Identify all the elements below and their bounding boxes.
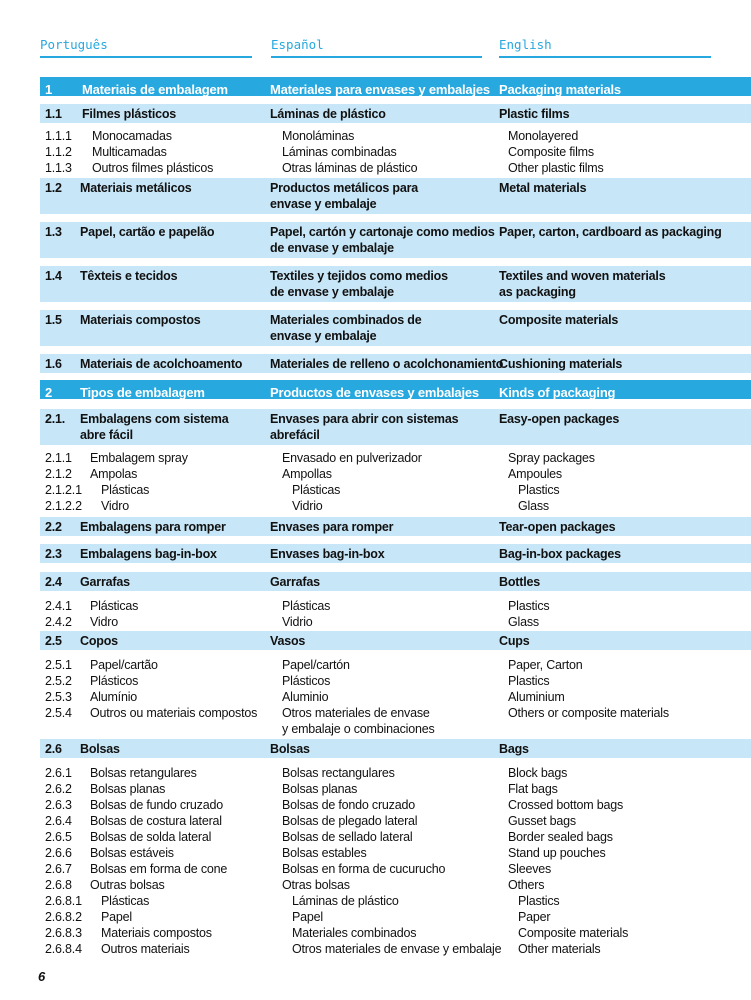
term-portuguese: Embalagens para romper <box>80 520 226 534</box>
entry-number: 2.1. <box>45 412 66 426</box>
term-spanish: Materiales combinados de envase y embalaje <box>270 313 422 343</box>
entry-number: 1 <box>45 82 53 97</box>
table-row <box>0 907 751 923</box>
subsection-header-row <box>40 222 751 258</box>
term-portuguese: Outros materiais <box>101 942 190 956</box>
term-portuguese: Materiais compostos <box>101 926 212 940</box>
table-row <box>0 875 751 891</box>
entry-number: 1.6 <box>45 357 62 371</box>
entry-number: 1.2 <box>45 181 62 195</box>
term-portuguese: Papel, cartão e papelão <box>80 225 215 239</box>
term-spanish: Papel/cartón <box>282 658 350 672</box>
term-portuguese: Plásticas <box>101 894 150 908</box>
subsection-header-row <box>40 544 751 563</box>
term-spanish: Bolsas estables <box>282 846 367 860</box>
table-row <box>0 655 751 671</box>
term-english: Paper, carton, cardboard as packaging <box>499 225 722 239</box>
term-english: Flat bags <box>508 782 558 796</box>
term-portuguese: Bolsas estáveis <box>90 846 174 860</box>
table-row <box>0 859 751 875</box>
entry-number: 2.6.5 <box>45 830 72 844</box>
term-english: Kinds of packaging <box>499 385 616 400</box>
entry-number: 2.6.3 <box>45 798 72 812</box>
term-english: Other plastic films <box>508 161 604 175</box>
entry-number: 2.1.1 <box>45 451 72 465</box>
term-spanish: Materiales de relleno o acolchonamiento <box>270 357 504 371</box>
term-portuguese: Monocamadas <box>92 129 172 143</box>
term-english: Easy-open packages <box>499 412 620 426</box>
language-heading-portuguese: Português <box>40 36 252 58</box>
term-english: Stand up pouches <box>508 846 606 860</box>
term-english: Plastics <box>508 674 550 688</box>
entry-number: 2.6.8.3 <box>45 926 82 940</box>
language-heading-english: English <box>499 36 711 58</box>
term-portuguese: Ampolas <box>90 467 138 481</box>
term-portuguese: Tipos de embalagem <box>80 385 205 400</box>
term-english: Paper, Carton <box>508 658 583 672</box>
term-english: Cups <box>499 634 530 648</box>
table-row <box>0 763 751 779</box>
entry-number: 2.6.7 <box>45 862 72 876</box>
entry-number: 2.5 <box>45 634 62 648</box>
term-portuguese: Papel/cartão <box>90 658 158 672</box>
table-row <box>0 671 751 687</box>
entry-number: 2.4.2 <box>45 615 72 629</box>
subsection-header-row <box>40 631 751 650</box>
table-row <box>0 795 751 811</box>
table-row <box>0 687 751 703</box>
term-spanish: Envases para romper <box>270 520 394 534</box>
table-row <box>0 923 751 939</box>
term-portuguese: Bolsas retangulares <box>90 766 197 780</box>
entry-number: 2.6.6 <box>45 846 72 860</box>
term-portuguese: Alumínio <box>90 690 138 704</box>
term-spanish: Bolsas de fondo cruzado <box>282 798 415 812</box>
term-portuguese: Bolsas em forma de cone <box>90 862 228 876</box>
term-portuguese: Vidro <box>101 499 129 513</box>
entry-number: 2.5.3 <box>45 690 72 704</box>
term-english: Plastics <box>508 599 550 613</box>
term-spanish: Papel, cartón y cartonaje como medios de envase y embalaje <box>270 225 495 255</box>
entry-number: 2.5.1 <box>45 658 72 672</box>
table-row <box>0 464 751 480</box>
entry-number: 2.4 <box>45 575 62 589</box>
entry-number: 2.1.2.1 <box>45 483 82 497</box>
table-row <box>0 891 751 907</box>
table-row <box>0 596 751 612</box>
entry-number: 2.6.8 <box>45 878 72 892</box>
entry-number: 1.5 <box>45 313 62 327</box>
table-row <box>0 703 751 735</box>
term-english: Plastic films <box>499 107 570 121</box>
section-header-row <box>40 77 751 96</box>
term-english: Plastics <box>518 483 560 497</box>
term-english: Paper <box>518 910 551 924</box>
entry-number: 2.6.4 <box>45 814 72 828</box>
entry-number: 2.6.8.4 <box>45 942 82 956</box>
term-spanish: Plásticas <box>292 483 341 497</box>
entry-number: 2.6.8.1 <box>45 894 82 908</box>
term-portuguese: Têxteis e tecidos <box>80 269 178 283</box>
term-portuguese: Papel <box>101 910 132 924</box>
term-portuguese: Bolsas de fundo cruzado <box>90 798 223 812</box>
term-english: Bags <box>499 742 529 756</box>
term-portuguese: Materiais compostos <box>80 313 201 327</box>
subsection-header-row <box>40 354 751 373</box>
section-header-row <box>40 380 751 399</box>
entry-number: 2.1.2.2 <box>45 499 82 513</box>
term-english: Composite films <box>508 145 594 159</box>
term-portuguese: Embalagens bag-in-box <box>80 547 217 561</box>
term-english: Border sealed bags <box>508 830 613 844</box>
entry-number: 1.1.1 <box>45 129 72 143</box>
term-spanish: Productos de envases y embalajes <box>270 385 479 400</box>
term-portuguese: Embalagem spray <box>90 451 188 465</box>
subsection-header-row <box>40 517 751 536</box>
term-english: Ampoules <box>508 467 562 481</box>
term-portuguese: Bolsas planas <box>90 782 166 796</box>
term-spanish: Plásticas <box>282 599 331 613</box>
entry-number: 2.6.1 <box>45 766 72 780</box>
term-english: Bottles <box>499 575 540 589</box>
term-spanish: Otras bolsas <box>282 878 350 892</box>
term-english: Crossed bottom bags <box>508 798 624 812</box>
term-english: Block bags <box>508 766 568 780</box>
term-english: Sleeves <box>508 862 552 876</box>
term-spanish: Envases para abrir con sistemas abrefácil <box>270 412 459 442</box>
term-spanish: Garrafas <box>270 575 320 589</box>
term-spanish: Láminas de plástico <box>270 107 386 121</box>
table-row <box>0 843 751 859</box>
term-english: Packaging materials <box>499 82 621 97</box>
entry-number: 2.4.1 <box>45 599 72 613</box>
table-row <box>0 126 751 142</box>
term-portuguese: Bolsas <box>80 742 120 756</box>
term-portuguese: Outros filmes plásticos <box>92 161 214 175</box>
table-row <box>0 939 751 955</box>
table-row <box>0 142 751 158</box>
term-spanish: Envasado en pulverizador <box>282 451 422 465</box>
entry-number: 1.4 <box>45 269 62 283</box>
term-english: Aluminium <box>508 690 565 704</box>
term-english: Other materials <box>518 942 601 956</box>
term-portuguese: Bolsas de solda lateral <box>90 830 212 844</box>
term-english: Plastics <box>518 894 560 908</box>
entry-number: 1.1.2 <box>45 145 72 159</box>
term-english: Gusset bags <box>508 814 576 828</box>
subsection-header-row <box>40 266 751 302</box>
term-portuguese: Multicamadas <box>92 145 167 159</box>
table-row <box>0 480 751 496</box>
entry-number: 1.3 <box>45 225 62 239</box>
subsection-header-row <box>40 409 751 445</box>
term-english: Bag-in-box packages <box>499 547 621 561</box>
entry-number: 2 <box>45 385 53 400</box>
entry-number: 1.1.3 <box>45 161 72 175</box>
term-portuguese: Materiais metálicos <box>80 181 192 195</box>
table-row <box>0 827 751 843</box>
subsection-header-row <box>40 104 751 123</box>
term-portuguese: Plásticas <box>90 599 139 613</box>
term-english: Metal materials <box>499 181 587 195</box>
term-spanish: Láminas combinadas <box>282 145 397 159</box>
term-spanish: Ampollas <box>282 467 332 481</box>
term-spanish: Bolsas de sellado lateral <box>282 830 413 844</box>
table-row <box>0 496 751 512</box>
term-english: Glass <box>518 499 549 513</box>
term-english: Glass <box>508 615 539 629</box>
term-spanish: Bolsas en forma de cucurucho <box>282 862 446 876</box>
term-english: Spray packages <box>508 451 595 465</box>
term-spanish: Vasos <box>270 634 306 648</box>
entry-number: 2.6 <box>45 742 62 756</box>
term-portuguese: Outras bolsas <box>90 878 165 892</box>
term-spanish: Otros materiales de envase y embalaje <box>292 942 502 956</box>
term-portuguese: Filmes plásticos <box>82 107 177 121</box>
table-row <box>0 158 751 174</box>
term-spanish: Vidrio <box>282 615 313 629</box>
term-spanish: Materiales combinados <box>292 926 417 940</box>
term-spanish: Otros materiales de envase y embalaje o combinaciones <box>282 706 435 736</box>
entry-number: 2.5.4 <box>45 706 72 720</box>
subsection-header-row <box>40 572 751 591</box>
term-portuguese: Materiais de acolchoamento <box>80 357 243 371</box>
term-english: Textiles and woven materials as packaging <box>499 269 666 299</box>
table-row <box>0 811 751 827</box>
term-spanish: Bolsas <box>270 742 310 756</box>
term-portuguese: Vidro <box>90 615 118 629</box>
term-english: Cushioning materials <box>499 357 623 371</box>
term-portuguese: Bolsas de costura lateral <box>90 814 222 828</box>
term-portuguese: Copos <box>80 634 118 648</box>
language-heading-spanish: Español <box>271 36 482 58</box>
term-spanish: Vidrio <box>292 499 323 513</box>
term-english: Monolayered <box>508 129 579 143</box>
term-spanish: Aluminio <box>282 690 329 704</box>
term-english: Others <box>508 878 545 892</box>
term-spanish: Bolsas rectangulares <box>282 766 395 780</box>
entry-number: 2.1.2 <box>45 467 72 481</box>
term-portuguese: Materiais de embalagem <box>82 82 228 97</box>
term-portuguese: Garrafas <box>80 575 130 589</box>
subsection-header-row <box>40 310 751 346</box>
term-portuguese: Embalagens com sistema abre fácil <box>80 412 229 442</box>
term-spanish: Láminas de plástico <box>292 894 399 908</box>
entry-number: 2.6.2 <box>45 782 72 796</box>
term-spanish: Envases bag-in-box <box>270 547 385 561</box>
subsection-header-row <box>40 178 751 214</box>
term-portuguese: Plásticos <box>90 674 139 688</box>
term-english: Others or composite materials <box>508 706 669 720</box>
term-english: Composite materials <box>499 313 619 327</box>
table-row <box>0 779 751 795</box>
table-row <box>0 448 751 464</box>
term-spanish: Materiales para envases y embalajes <box>270 82 490 97</box>
term-spanish: Textiles y tejidos como medios de envase y embalaje <box>270 269 448 299</box>
term-spanish: Bolsas de plegado lateral <box>282 814 418 828</box>
term-english: Composite materials <box>518 926 629 940</box>
entry-number: 2.5.2 <box>45 674 72 688</box>
term-spanish: Plásticos <box>282 674 331 688</box>
term-spanish: Papel <box>292 910 323 924</box>
entry-number: 2.2 <box>45 520 62 534</box>
term-portuguese: Plásticas <box>101 483 150 497</box>
subsection-header-row <box>40 739 751 758</box>
entry-number: 2.6.8.2 <box>45 910 82 924</box>
table-row <box>0 612 751 628</box>
page-number: 6 <box>38 969 46 984</box>
term-spanish: Productos metálicos para envase y embalaje <box>270 181 419 211</box>
term-portuguese: Outros ou materiais compostos <box>90 706 258 720</box>
term-spanish: Bolsas planas <box>282 782 358 796</box>
term-spanish: Otras láminas de plástico <box>282 161 418 175</box>
entry-number: 2.3 <box>45 547 62 561</box>
term-english: Tear-open packages <box>499 520 616 534</box>
entry-number: 1.1 <box>45 107 62 121</box>
term-spanish: Monoláminas <box>282 129 355 143</box>
